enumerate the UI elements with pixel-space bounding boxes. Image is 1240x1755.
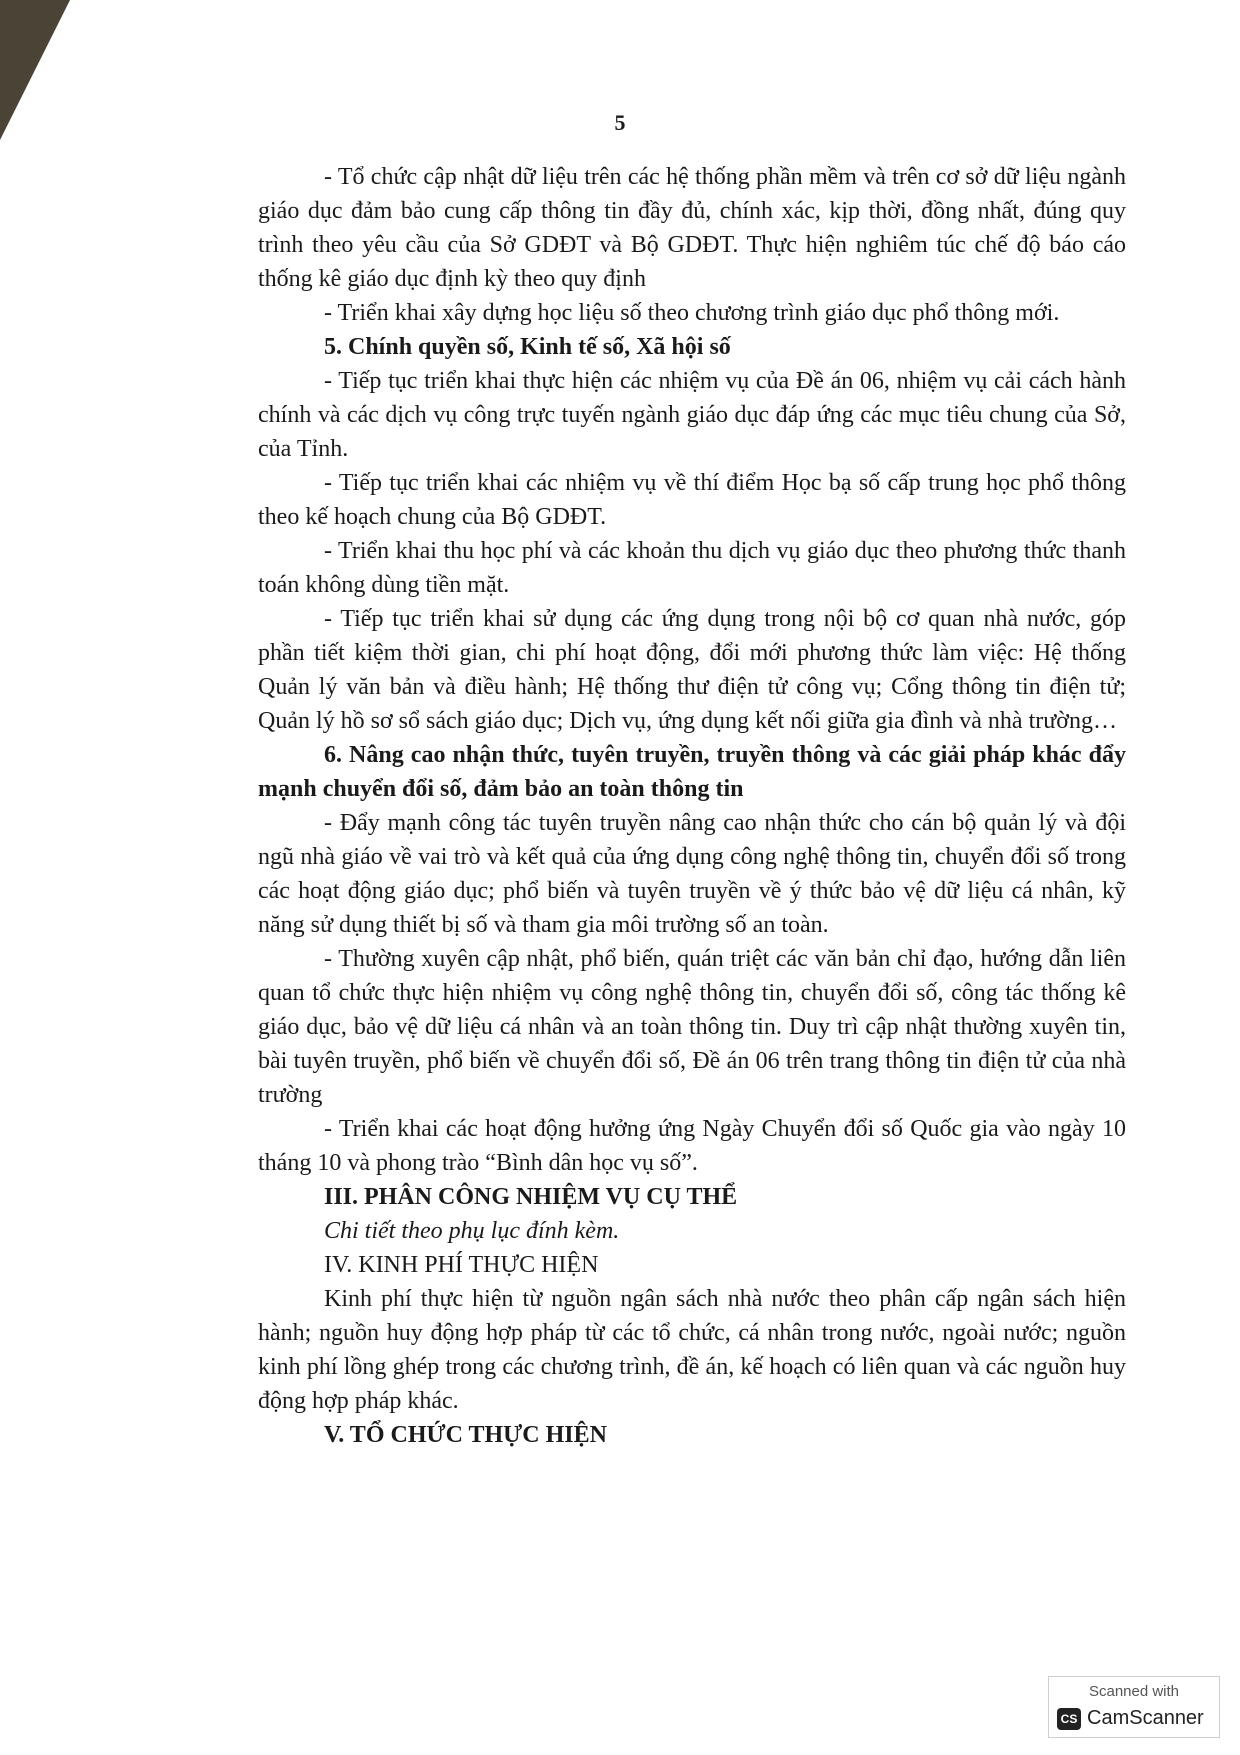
heading-section-6: 6. Nâng cao nhận thức, tuyên truyền, truyền thông và các giải pháp khác đẩy mạnh chuyển đổi số, đảm bảo an toàn thông tin — [258, 742, 1126, 802]
paragraph-funding: Kinh phí thực hiện từ nguồn ngân sách nhà nước theo phân cấp ngân sách hiện hành; nguồn huy động hợp pháp từ các tổ chức, cá nhân trong nước, ngoài nước; nguồn kinh phí lồng ghép trong các chương trình, đề án, kế hoạch có liên quan và các nguồn huy động hợp pháp khác. — [258, 1286, 1126, 1414]
paragraph-digital-materials: - Triển khai xây dựng học liệu số theo chương trình giáo dục phổ thông mới. — [324, 300, 1060, 326]
paragraph-digital-records: - Tiếp tục triển khai các nhiệm vụ về thí điểm Học bạ số cấp trung học phổ thông theo kế hoạch chung của Bộ GDĐT. — [258, 470, 1126, 530]
paragraph-national-day: - Triển khai các hoạt động hưởng ứng Ngày Chuyển đổi số Quốc gia vào ngày 10 tháng 10 và phong trào “Bình dân học vụ số”. — [258, 1116, 1126, 1176]
page-number: 5 — [614, 110, 626, 135]
paragraph-cashless-fees: - Triển khai thu học phí và các khoản thu dịch vụ giáo dục theo phương thức thanh toán không dùng tiền mặt. — [258, 538, 1126, 598]
document-body — [258, 160, 1126, 1452]
paragraph-update-data: - Tổ chức cập nhật dữ liệu trên các hệ thống phần mềm và trên cơ sở dữ liệu ngành giáo dục đảm bảo cung cấp thông tin đầy đủ, chính xác, kịp thời, đồng nhất, đúng quy trình theo yêu cầu của Sở GDĐT và Bộ GDĐT. Thực hiện nghiêm túc chế độ báo cáo thống kê giáo dục định kỳ theo quy định — [258, 164, 1126, 292]
camscanner-watermark — [1048, 1676, 1220, 1738]
watermark-brand: CamScanner — [1087, 1707, 1204, 1729]
heading-section-III: III. PHÂN CÔNG NHIỆM VỤ CỤ THỂ — [324, 1184, 738, 1210]
heading-section-IV: IV. KINH PHÍ THỰC HIỆN — [324, 1252, 599, 1278]
camscanner-logo-icon: CS — [1057, 1708, 1081, 1730]
paragraph-internal-apps: - Tiếp tục triển khai sử dụng các ứng dụng trong nội bộ cơ quan nhà nước, góp phần tiết kiệm thời gian, chi phí hoạt động, đổi mới phương thức làm việc: Hệ thống Quản lý văn bản và điều hành; Hệ thống thư điện tử công vụ; Cổng thông tin điện tử; Quản lý hồ sơ sổ sách giáo dục; Dịch vụ, ứng dụng kết nối giữa gia đình và nhà trường… — [258, 606, 1126, 734]
paragraph-dissemination: - Thường xuyên cập nhật, phổ biến, quán triệt các văn bản chỉ đạo, hướng dẫn liên quan tổ chức thực hiện nhiệm vụ công nghệ thông tin, chuyển đổi số, công tác thống kê giáo dục, bảo vệ dữ liệu cá nhân và an toàn thông tin. Duy trì cập nhật thường xuyên tin, bài tuyên truyền, phổ biến về chuyển đổi số, Đề án 06 trên trang thông tin điện tử của nhà trường — [258, 946, 1126, 1108]
heading-section-V: V. TỔ CHỨC THỰC HIỆN — [324, 1422, 607, 1448]
watermark-caption: Scanned with — [1088, 1683, 1180, 1700]
paragraph-project-06: - Tiếp tục triển khai thực hiện các nhiệm vụ của Đề án 06, nhiệm vụ cải cách hành chính và các dịch vụ công trực tuyến ngành giáo dục đáp ứng các mục tiêu chung của Sở, của Tỉnh. — [258, 368, 1126, 462]
paragraph-awareness: - Đẩy mạnh công tác tuyên truyền nâng cao nhận thức cho cán bộ quản lý và đội ngũ nhà giáo về vai trò và kết quả của ứng dụng công nghệ thông tin, chuyển đổi số trong các hoạt động giáo dục; phổ biến và tuyên truyền về ý thức bảo vệ dữ liệu cá nhân, kỹ năng sử dụng thiết bị số và tham gia môi trường số an toàn. — [258, 810, 1126, 938]
paragraph-appendix-note: Chi tiết theo phụ lục đính kèm. — [324, 1218, 620, 1244]
heading-section-5: 5. Chính quyền số, Kinh tế số, Xã hội số — [324, 334, 731, 360]
